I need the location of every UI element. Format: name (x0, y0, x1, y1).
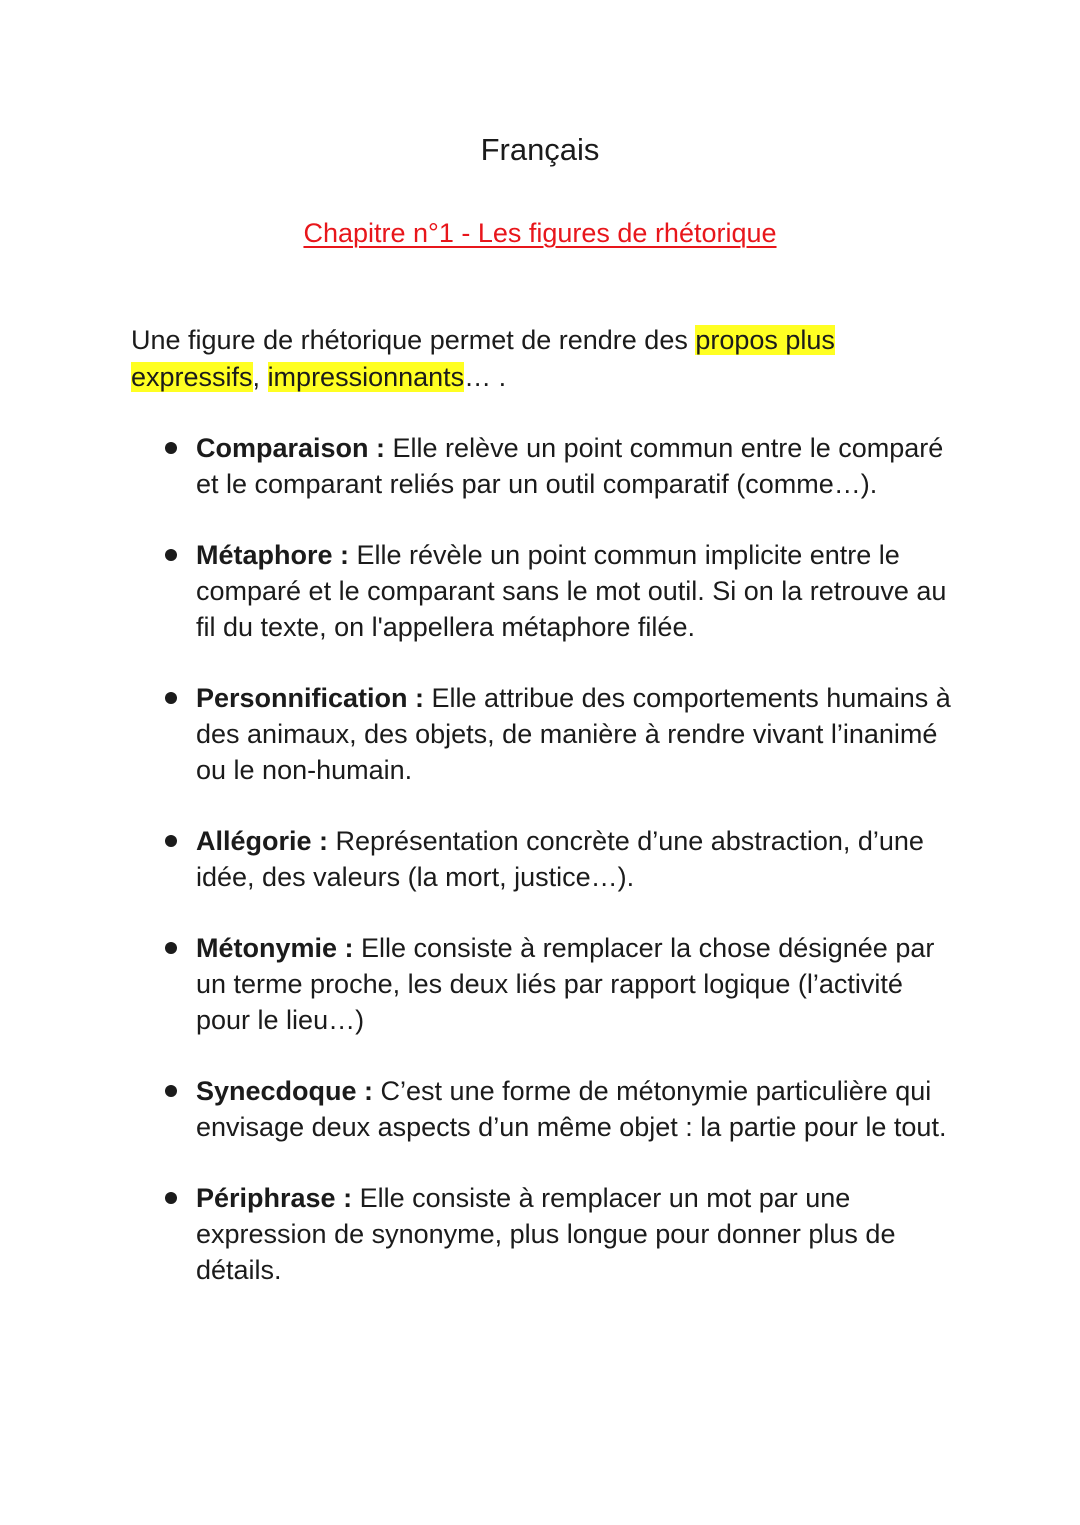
list-item (160, 537, 960, 645)
bullet-icon (165, 835, 177, 847)
intro-separator: , (252, 362, 268, 392)
term-definition: Représentation concrète d’une abstraction, d’une idée, des valeurs (la mort, justice…). (196, 826, 924, 892)
bullet-icon (165, 549, 177, 561)
bullet-icon (165, 1085, 177, 1097)
intro-text: Une figure de rhétorique permet de rendre des (131, 325, 696, 355)
page-title: Français (480, 132, 600, 167)
term-label: Périphrase : (196, 1183, 353, 1213)
term-label: Allégorie : (196, 826, 329, 856)
term-definition: Elle consiste à remplacer un mot par une expression de synonyme, plus longue pour donner plus de détails. (196, 1183, 896, 1285)
bullet-icon (165, 442, 177, 454)
list-item (160, 680, 960, 788)
figures-list (160, 430, 960, 1323)
list-item (160, 430, 960, 502)
bullet-icon (165, 942, 177, 954)
term-label: Synecdoque : (196, 1076, 374, 1106)
list-item (160, 1073, 960, 1145)
list-item (160, 1180, 960, 1288)
intro-paragraph (131, 322, 951, 396)
list-item (160, 823, 960, 895)
term-label: Personnification : (196, 683, 425, 713)
list-item (160, 930, 960, 1038)
intro-ellipsis: … . (464, 362, 507, 392)
highlight-expressive: propos plus expressifs (131, 325, 835, 392)
term-definition: Elle relève un point commun entre le comparé et le comparant reliés par un outil comparatif (comme…). (196, 433, 944, 499)
bullet-icon (165, 1192, 177, 1204)
term-label: Métaphore : (196, 540, 350, 570)
highlight-impressive: impressionnants (267, 362, 465, 392)
chapter-heading: Chapitre n°1 - Les figures de rhétorique (303, 218, 777, 248)
term-definition: Elle consiste à remplacer la chose désignée par un terme proche, les deux liés par rapport logique (l’activité pour le lieu…) (196, 933, 935, 1035)
term-definition: Elle attribue des comportements humains à des animaux, des objets, de manière à rendre vivant l’inanimé ou le non-humain. (196, 683, 951, 785)
term-definition: C’est une forme de métonymie particulière qui envisage deux aspects d’un même objet : la partie pour le tout. (196, 1076, 947, 1142)
term-definition: Elle révèle un point commun implicite entre le comparé et le comparant sans le mot outil. Si on la retrouve au fil du texte, on l'appellera métaphore filée. (196, 540, 947, 642)
term-label: Comparaison : (196, 433, 386, 463)
bullet-icon (165, 692, 177, 704)
term-label: Métonymie : (196, 933, 354, 963)
